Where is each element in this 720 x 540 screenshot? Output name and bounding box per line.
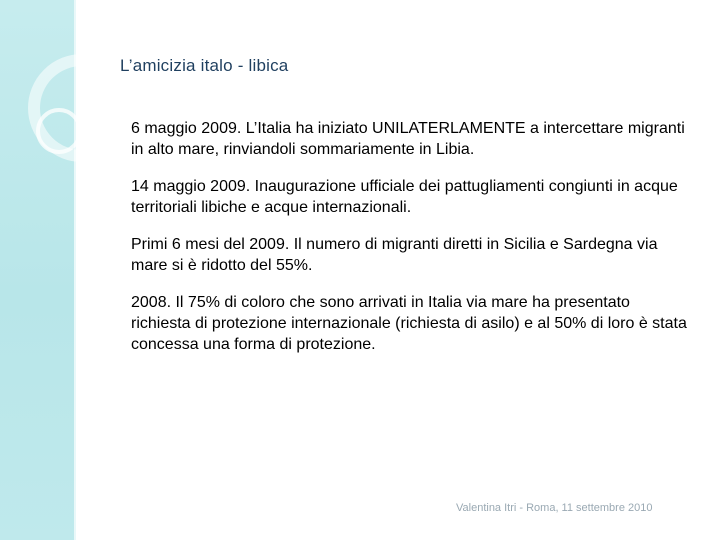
paragraph-3: Primi 6 mesi del 2009. Il numero di migranti diretti in Sicilia e Sardegna via mare si è ridotto del 55%.: [131, 236, 658, 274]
paragraph-1: 6 maggio 2009. L’Italia ha iniziato UNILATERLAMENTE a intercettare migranti in alto mare, rinviandoli sommariamente in Libia.: [131, 120, 685, 158]
slide-title: L’amicizia italo - libica: [120, 56, 289, 75]
paragraph-2: 14 maggio 2009. Inaugurazione ufficiale dei pattugliamenti congiunti in acque territoriali libiche e acque internazionali.: [131, 178, 678, 216]
paragraph-4: 2008. Il 75% di coloro che sono arrivati in Italia via mare ha presentato richiesta di protezione internazionale (richiesta di asilo) e al 50% di loro è stata concessa una forma di protezione.: [131, 294, 687, 353]
slide-footer: Valentina Itri - Roma, 11 settembre 2010: [456, 502, 653, 514]
slide-body: [131, 118, 691, 371]
decorative-circle-small: [36, 108, 82, 154]
